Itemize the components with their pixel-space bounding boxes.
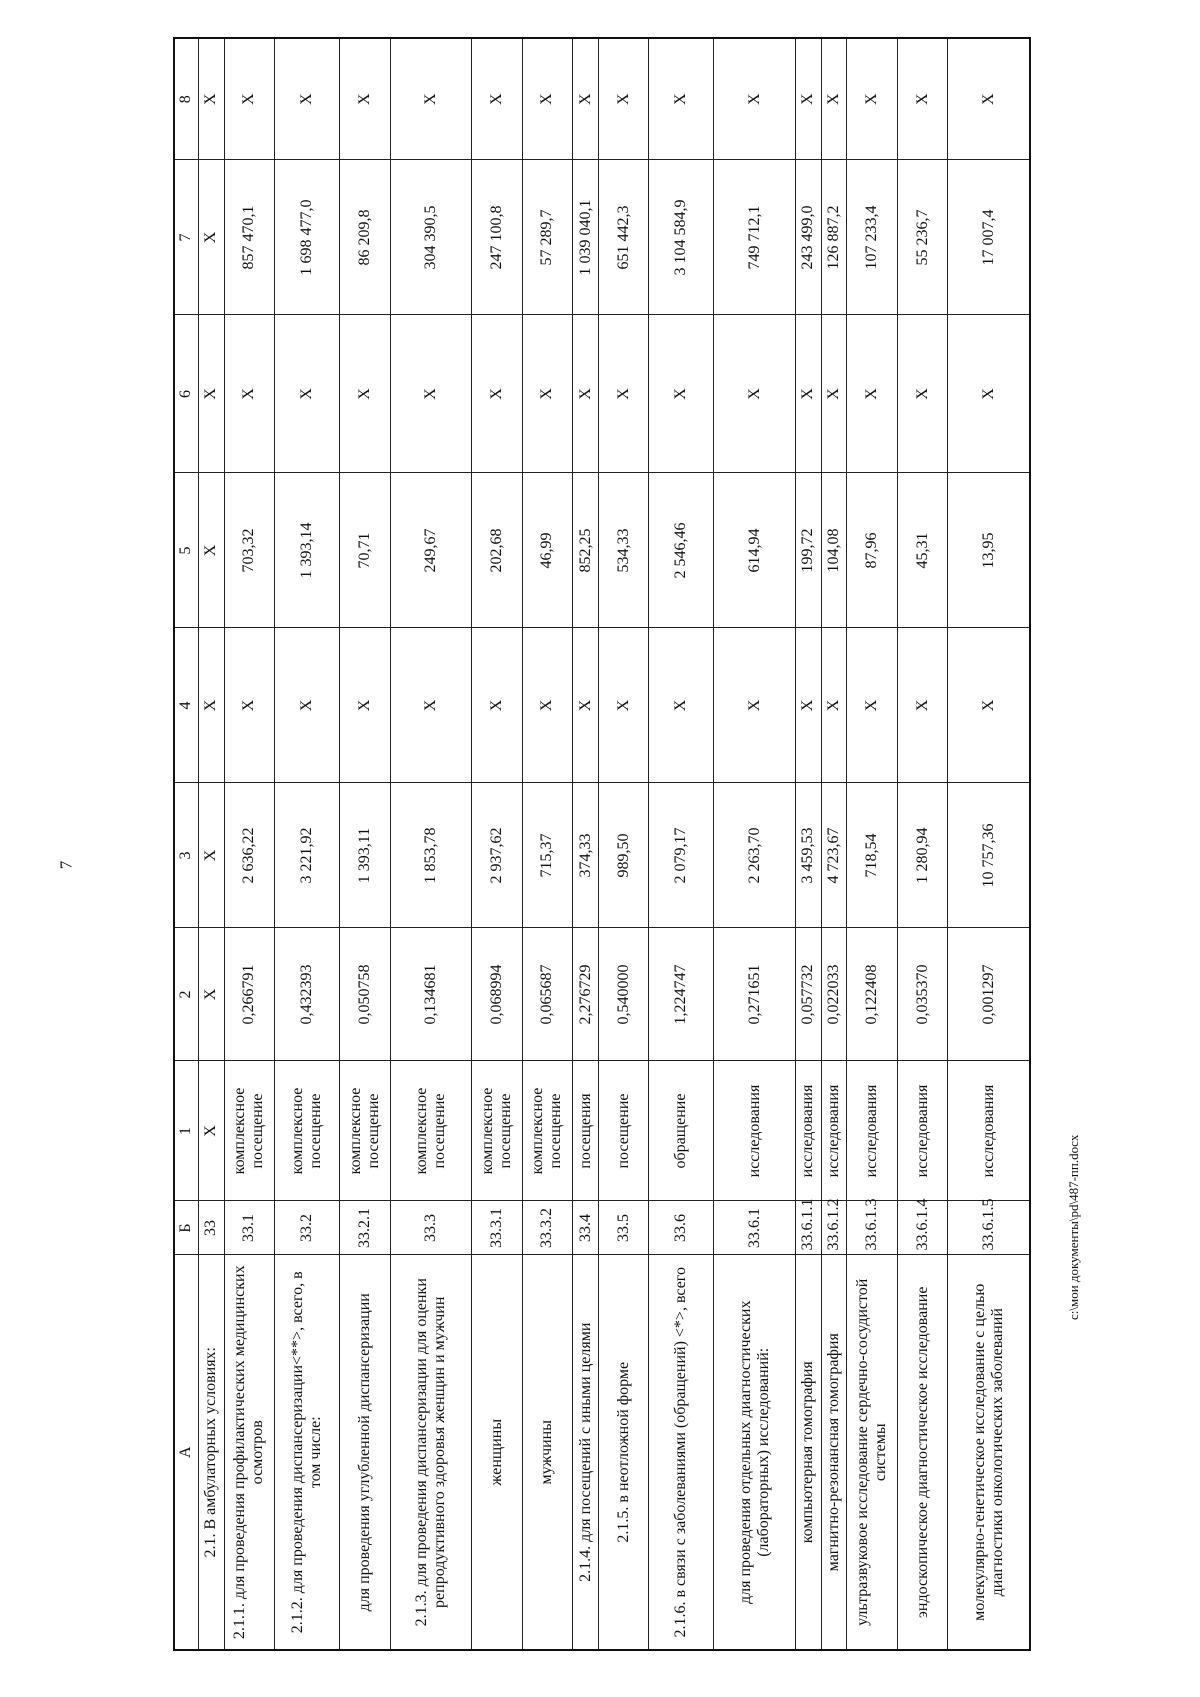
row-code: 33.3.2 [522, 1201, 573, 1255]
cell-norm: 0,035370 [897, 928, 948, 1061]
cell-c5: 13,95 [948, 473, 1030, 628]
cell-c4: X [472, 628, 523, 783]
cell-c5: 249,67 [390, 473, 471, 628]
cell-c5: 703,32 [224, 473, 275, 628]
cell-c5: 70,71 [340, 473, 391, 628]
cell-c7: 651 442,3 [598, 160, 649, 315]
cell-norm: 0,057732 [795, 928, 821, 1061]
cell-c8: X [897, 38, 948, 160]
cell-c5: 104,08 [821, 473, 847, 628]
cell-norm: 0,065687 [522, 928, 573, 1061]
cell-c4: X [390, 628, 471, 783]
cell-cost: 3 221,92 [275, 783, 340, 928]
cell-c5: 852,25 [573, 473, 599, 628]
cell-norm: 0,266791 [224, 928, 275, 1061]
cell-c7: 86 209,8 [340, 160, 391, 315]
column-header: 4 [174, 628, 198, 783]
cell-c4: X [522, 628, 573, 783]
cell-c7: 107 233,4 [847, 160, 898, 315]
cell-c6: X [598, 315, 649, 473]
column-header: А [174, 1255, 198, 1650]
cell-norm: 0,271651 [714, 928, 795, 1061]
row-code: 33.6.1.1 [795, 1201, 821, 1255]
column-header: 8 [174, 38, 198, 160]
cell-c8: X [224, 38, 275, 160]
cell-c8: X [948, 38, 1030, 160]
cell-cost: 718,54 [847, 783, 898, 928]
table-row [821, 38, 847, 1650]
cell-unit: исследования [714, 1061, 795, 1201]
cell-c8: X [340, 38, 391, 160]
cell-c4: X [847, 628, 898, 783]
cell-cost: 1 853,78 [390, 783, 471, 928]
cell-c6: X [897, 315, 948, 473]
cell-cost: 4 723,67 [821, 783, 847, 928]
cell-c7: 17 007,4 [948, 160, 1030, 315]
cell-unit: комплексное посещение [522, 1061, 573, 1201]
cell-c4: X [573, 628, 599, 783]
cell-norm: 0,540000 [598, 928, 649, 1061]
table-row [795, 38, 821, 1650]
cell-unit: комплексное посещение [340, 1061, 391, 1201]
cell-c4: X [340, 628, 391, 783]
table-row [275, 38, 340, 1650]
row-code: 33.2 [275, 1201, 340, 1255]
cell-norm: 1,224747 [649, 928, 714, 1061]
row-label: 2.1. В амбулаторных условиях: [198, 1255, 224, 1650]
cell-cost: 1 393,11 [340, 783, 391, 928]
cell-c6: X [390, 315, 471, 473]
table-row [390, 38, 471, 1650]
row-code: 33.6.1.3 [847, 1201, 898, 1255]
row-label: для проведения углубленной диспансеризации [340, 1255, 391, 1650]
cell-c6: X [340, 315, 391, 473]
cell-c5: 614,94 [714, 473, 795, 628]
cell-c7: 55 236,7 [897, 160, 948, 315]
row-code: 33.6.1 [714, 1201, 795, 1255]
column-header: Б [174, 1201, 198, 1255]
cell-c4: X [598, 628, 649, 783]
row-code: 33.6.1.5 [948, 1201, 1030, 1255]
cell-c7: 1 039 040,1 [573, 160, 599, 315]
cell-c4: X [714, 628, 795, 783]
cell-c5: 199,72 [795, 473, 821, 628]
row-label: эндоскопическое диагностическое исследование [897, 1255, 948, 1650]
row-code: 33.3 [390, 1201, 471, 1255]
cell-c6: X [649, 315, 714, 473]
cell-c5: 1 393,14 [275, 473, 340, 628]
cell-norm: 0,001297 [948, 928, 1030, 1061]
tariff-table-container [173, 39, 1031, 1651]
cell-norm: 0,134681 [390, 928, 471, 1061]
table-row [340, 38, 391, 1650]
cell-c8: X [795, 38, 821, 160]
cell-c7: 57 289,7 [522, 160, 573, 315]
cell-cost: 2 636,22 [224, 783, 275, 928]
cell-c8: X [847, 38, 898, 160]
cell-c6: X [573, 315, 599, 473]
cell-unit: комплексное посещение [390, 1061, 471, 1201]
cell-norm: X [198, 928, 224, 1061]
cell-cost: 10 757,36 [948, 783, 1030, 928]
cell-norm: 0,068994 [472, 928, 523, 1061]
cell-c4: X [275, 628, 340, 783]
cell-c4: X [224, 628, 275, 783]
cell-unit: исследования [821, 1061, 847, 1201]
column-header: 5 [174, 473, 198, 628]
table-row [714, 38, 795, 1650]
cell-c8: X [390, 38, 471, 160]
cell-c5: 46,99 [522, 473, 573, 628]
cell-unit: исследования [847, 1061, 898, 1201]
cell-cost: 2 263,70 [714, 783, 795, 928]
cell-c4: X [948, 628, 1030, 783]
cell-c6: X [275, 315, 340, 473]
cell-c7: 126 887,2 [821, 160, 847, 315]
table-row [522, 38, 573, 1650]
row-label: 2.1.5. в неотложной форме [598, 1255, 649, 1650]
cell-c8: X [275, 38, 340, 160]
column-header: 1 [174, 1061, 198, 1201]
cell-c8: X [821, 38, 847, 160]
cell-c5: 534,33 [598, 473, 649, 628]
row-code: 33.5 [598, 1201, 649, 1255]
cell-c5: 202,68 [472, 473, 523, 628]
row-code: 33 [198, 1201, 224, 1255]
cell-norm: 2,276729 [573, 928, 599, 1061]
table-row [198, 38, 224, 1650]
row-label: молекулярно-генетическое исследование с целью диагностики онкологических заболеваний [948, 1255, 1030, 1650]
cell-c4: X [897, 628, 948, 783]
cell-c8: X [598, 38, 649, 160]
cell-c6: X [714, 315, 795, 473]
row-label: 2.1.6. в связи с заболеваниями (обращений) <*>, всего [649, 1255, 714, 1650]
cell-c4: X [198, 628, 224, 783]
row-label: 2.1.3. для проведения диспансеризации для оценки репродуктивного здоровья женщин и мужчин [390, 1255, 471, 1650]
cell-c7: X [198, 160, 224, 315]
column-header: 7 [174, 160, 198, 315]
row-label: 2.1.4. для посещений с иными целями [573, 1255, 599, 1650]
row-code: 33.6.1.2 [821, 1201, 847, 1255]
cell-unit: посещение [598, 1061, 649, 1201]
cell-unit: комплексное посещение [275, 1061, 340, 1201]
cell-c6: X [198, 315, 224, 473]
cell-norm: 0,432393 [275, 928, 340, 1061]
cell-c5: 2 546,46 [649, 473, 714, 628]
cell-c5: X [198, 473, 224, 628]
row-label: магнитно-резонансная томография [821, 1255, 847, 1650]
cell-c5: 87,96 [847, 473, 898, 628]
cell-c7: 3 104 584,9 [649, 160, 714, 315]
cell-c7: 857 470,1 [224, 160, 275, 315]
table-row [897, 38, 948, 1650]
cell-cost: 715,37 [522, 783, 573, 928]
cell-c8: X [472, 38, 523, 160]
cell-c7: 243 499,0 [795, 160, 821, 315]
cell-cost: 374,33 [573, 783, 599, 928]
table-row [224, 38, 275, 1650]
tariff-table [173, 37, 1031, 1651]
row-label: мужчины [522, 1255, 573, 1650]
cell-c6: X [522, 315, 573, 473]
header-row [174, 38, 198, 1650]
cell-c8: X [522, 38, 573, 160]
row-label: 2.1.2. для проведения диспансеризации<**>, всего, в том числе: [275, 1255, 340, 1650]
cell-c6: X [795, 315, 821, 473]
document-file-path: c:\мои документы\pd\487-пп.docx [1066, 1134, 1081, 1320]
cell-norm: 0,122408 [847, 928, 898, 1061]
cell-unit: обращение [649, 1061, 714, 1201]
cell-c7: 304 390,5 [390, 160, 471, 315]
row-code: 33.2.1 [340, 1201, 391, 1255]
cell-c7: 247 100,8 [472, 160, 523, 315]
row-code: 33.1 [224, 1201, 275, 1255]
row-label: 2.1.1. для проведения профилактических медицинских осмотров [224, 1255, 275, 1650]
cell-c8: X [649, 38, 714, 160]
cell-c6: X [821, 315, 847, 473]
cell-c4: X [795, 628, 821, 783]
column-header: 6 [174, 315, 198, 473]
cell-c8: X [714, 38, 795, 160]
cell-c8: X [198, 38, 224, 160]
cell-c6: X [847, 315, 898, 473]
cell-c4: X [649, 628, 714, 783]
cell-norm: 0,050758 [340, 928, 391, 1061]
column-header: 3 [174, 783, 198, 928]
row-label: женщины [472, 1255, 523, 1650]
row-code: 33.3.1 [472, 1201, 523, 1255]
row-code: 33.6.1.4 [897, 1201, 948, 1255]
cell-cost: 1 280,94 [897, 783, 948, 928]
cell-cost: 3 459,53 [795, 783, 821, 928]
column-header: 2 [174, 928, 198, 1061]
cell-cost: 2 079,17 [649, 783, 714, 928]
cell-cost: 2 937,62 [472, 783, 523, 928]
row-label: компьютерная томография [795, 1255, 821, 1650]
table-row [573, 38, 599, 1650]
cell-cost: 989,50 [598, 783, 649, 928]
table-row [649, 38, 714, 1650]
cell-unit: X [198, 1061, 224, 1201]
cell-unit: исследования [795, 1061, 821, 1201]
row-label: для проведения отдельных диагностических (лабораторных) исследований: [714, 1255, 795, 1650]
table-row [948, 38, 1030, 1650]
cell-norm: 0,022033 [821, 928, 847, 1061]
cell-c4: X [821, 628, 847, 783]
row-label: ультразвуковое исследование сердечно-сосудистой системы [847, 1255, 898, 1650]
cell-unit: исследования [897, 1061, 948, 1201]
table-row [472, 38, 523, 1650]
row-code: 33.6 [649, 1201, 714, 1255]
cell-c6: X [472, 315, 523, 473]
table-row [598, 38, 649, 1650]
page-number: 7 [56, 860, 76, 870]
cell-c5: 45,31 [897, 473, 948, 628]
cell-c6: X [224, 315, 275, 473]
cell-c8: X [573, 38, 599, 160]
table-row [847, 38, 898, 1650]
cell-unit: посещения [573, 1061, 599, 1201]
cell-unit: комплексное посещение [472, 1061, 523, 1201]
cell-c7: 1 698 477,0 [275, 160, 340, 315]
cell-unit: исследования [948, 1061, 1030, 1201]
cell-c6: X [948, 315, 1030, 473]
cell-unit: комплексное посещение [224, 1061, 275, 1201]
row-code: 33.4 [573, 1201, 599, 1255]
cell-cost: X [198, 783, 224, 928]
cell-c7: 749 712,1 [714, 160, 795, 315]
